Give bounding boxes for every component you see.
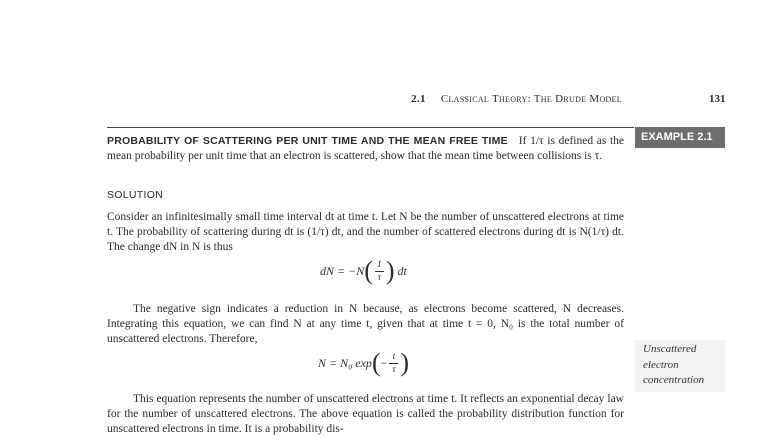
- margin-note-line-3: concentration: [643, 374, 705, 386]
- minus-sign: −: [380, 355, 388, 370]
- example-label: EXAMPLE 2.1: [635, 127, 725, 148]
- fraction-bar: [375, 271, 384, 272]
- section-title: Classical Theory: The Drude Model: [440, 93, 622, 105]
- margin-note-line-2: electron: [643, 358, 679, 371]
- margin-note-line-1: Unscattered: [643, 343, 697, 355]
- fraction-numerator: 1: [377, 259, 382, 270]
- solution-paragraph-1: Consider an infinitesimally small time interval dt at time t. Let N be the number of unscattered electrons at time t. The probability of scattering during dt is (1/τ) dt, and the number of scattered electrons during dt is N(1/τ) dt. The change dN in N is thus: [107, 211, 624, 253]
- solution-label: SOLUTION: [107, 189, 164, 201]
- fraction-numerator: t: [392, 351, 396, 362]
- example-problem: [107, 134, 624, 164]
- right-paren: ): [400, 348, 410, 377]
- running-title: [411, 93, 622, 105]
- example-heading: PROBABILITY OF SCATTERING PER UNIT TIME AND THE MEAN FREE TIME: [107, 135, 508, 147]
- example-statement: If 1/τ is defined as the mean probability per unit time that an electron is scattered, show that the mean time between collisions is τ.: [107, 135, 624, 162]
- fraction-denominator: τ: [392, 364, 396, 375]
- example-rule: [107, 127, 634, 128]
- running-header: [0, 93, 784, 109]
- left-paren: (: [371, 348, 381, 377]
- solution-paragraph-3: This equation represents the number of unscattered electrons at time t. It reflects an exponential decay law for the number of unscattered electrons. The above equation is called the probability distribution function for unscattered electrons in time. It is a probability dis-: [107, 393, 624, 435]
- fraction-1-over-tau: [375, 260, 384, 283]
- margin-note: [635, 340, 725, 392]
- solution-paragraph-2: The negative sign indicates a reduction in N because, as electrons become scattered, N decreases. Integrating this equation, we can find N at any time t, given that at time t = 0, N₀ is the total number of unscattered electrons. Therefore,: [107, 303, 624, 345]
- section-number: 2.1: [411, 93, 426, 105]
- right-paren: ): [385, 256, 395, 285]
- equation-dN-rhs: dt: [397, 263, 407, 278]
- fraction-denominator: τ: [377, 272, 382, 283]
- equation-N: [318, 350, 409, 376]
- page-number: 131: [709, 93, 726, 105]
- fraction-bar: [389, 363, 398, 364]
- equation-dN: [320, 258, 407, 284]
- fraction-t-over-tau: [389, 352, 398, 375]
- left-paren: (: [364, 256, 373, 285]
- equation-dN-lhs: dN = −N: [320, 263, 365, 278]
- equation-N-lhs: N = N₀ exp: [318, 355, 372, 370]
